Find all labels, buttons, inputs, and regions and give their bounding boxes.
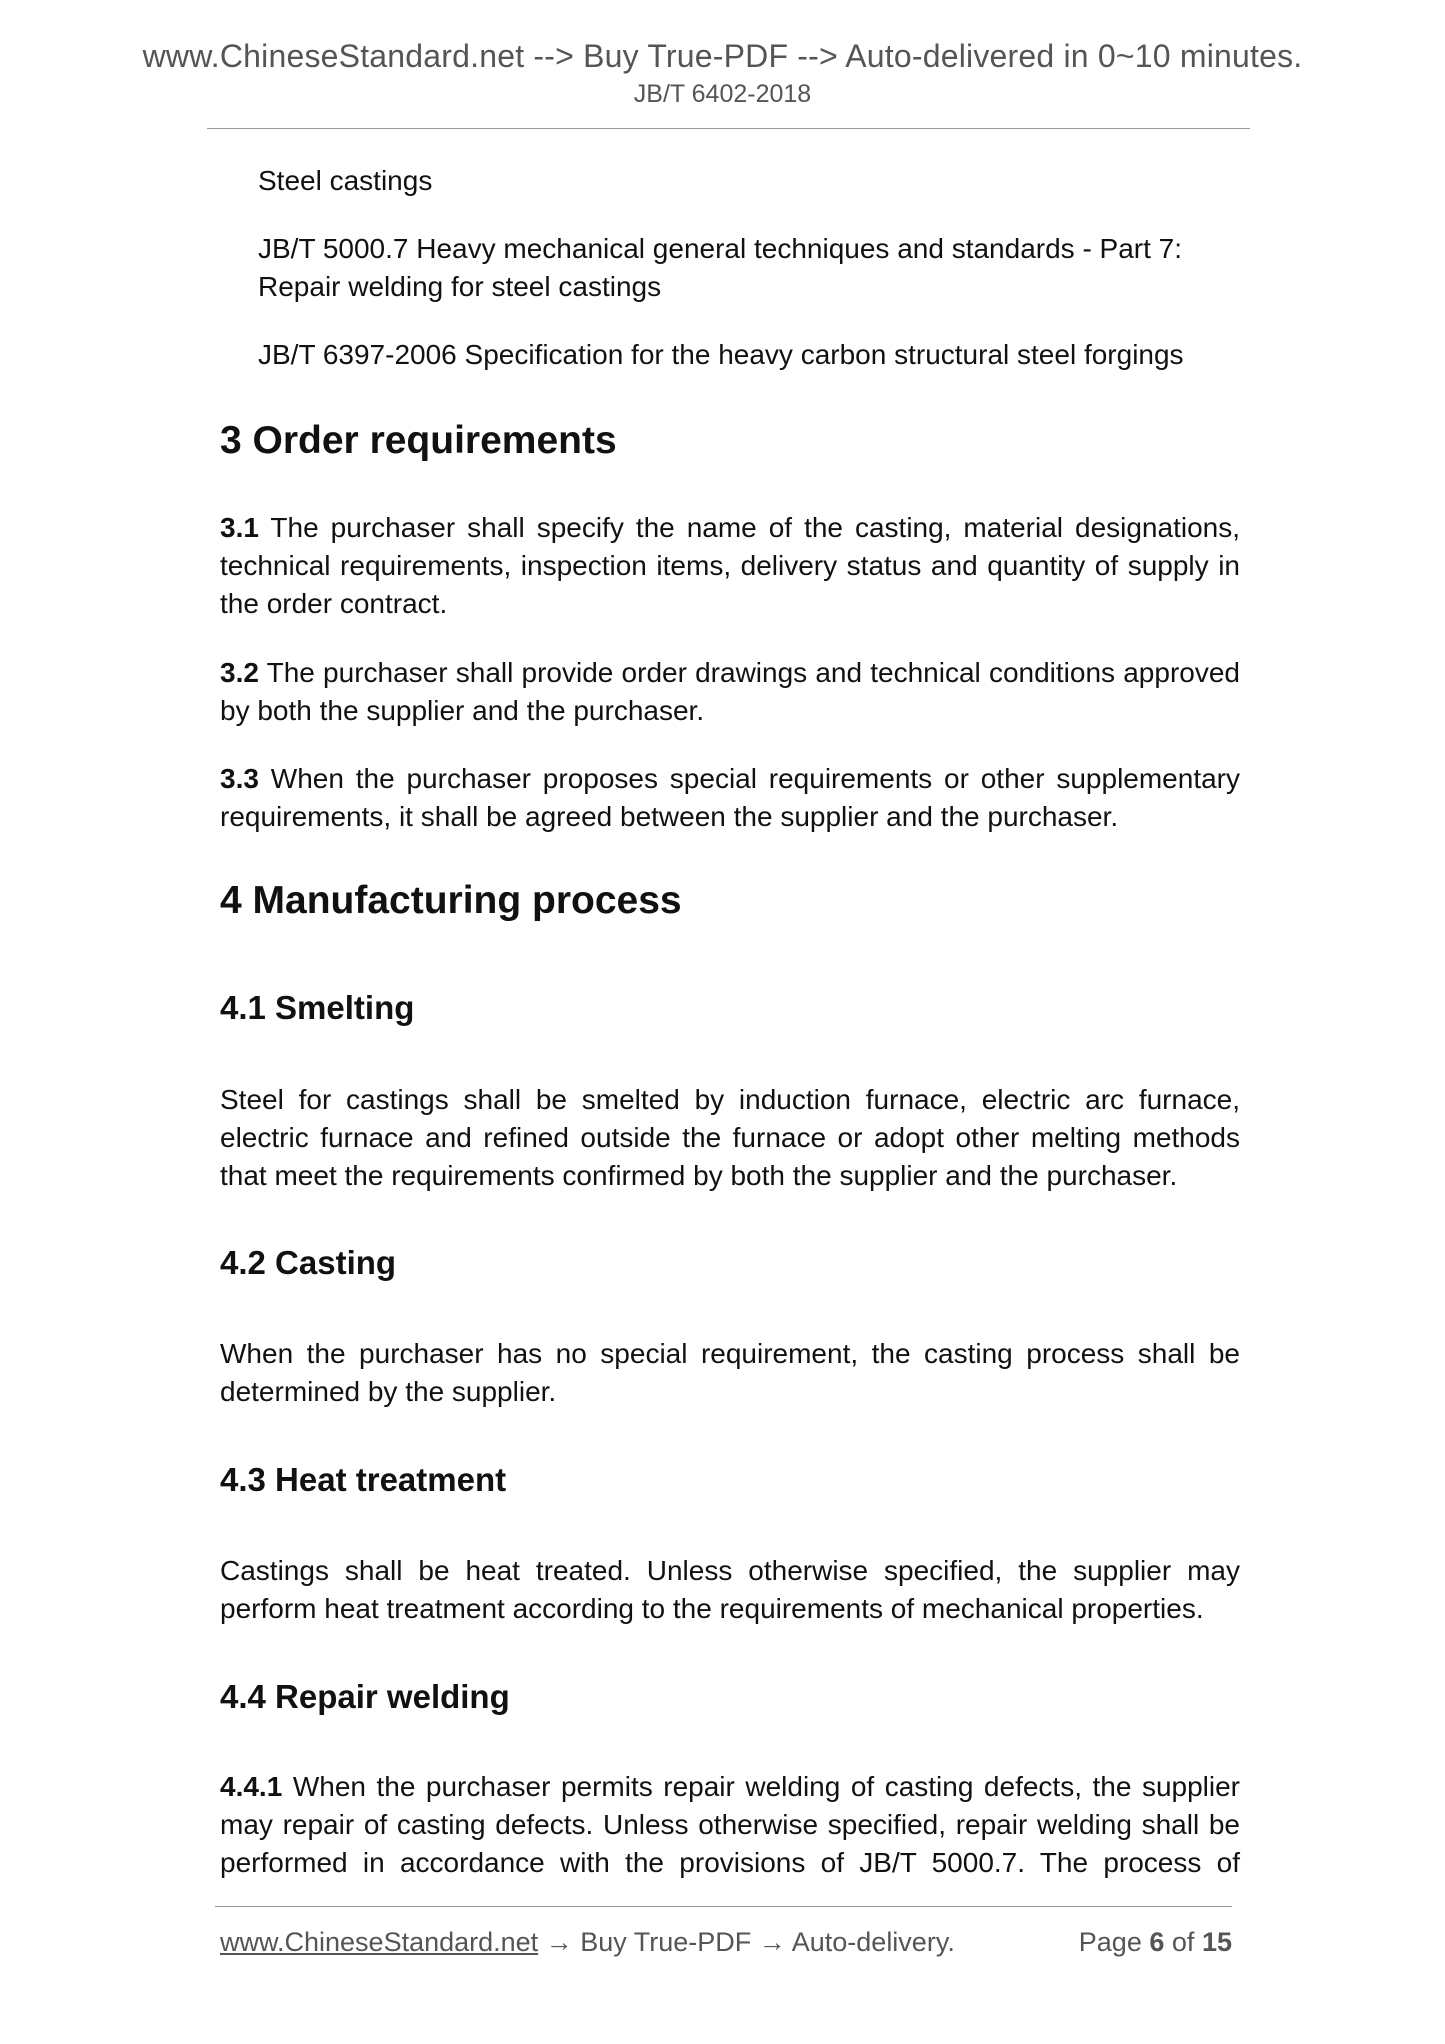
clause-number: 3.1 bbox=[220, 512, 259, 543]
reference-item: Steel castings bbox=[258, 165, 433, 196]
subsection-4-4-heading: 4.4 Repair welding bbox=[220, 1678, 510, 1715]
clause-number: 3.2 bbox=[220, 657, 259, 688]
of-word: of bbox=[1171, 1927, 1195, 1957]
clause-3-1 bbox=[220, 509, 1240, 623]
page-word: Page bbox=[1078, 1927, 1142, 1957]
clause-3-2 bbox=[220, 654, 1240, 730]
clause-text: The purchaser shall provide order drawings and technical conditions approved by both the supplier and the purchaser. bbox=[220, 657, 1240, 726]
subsection-4-2-text: When the purchaser has no special requirement, the casting process shall be determined by the supplier. bbox=[220, 1338, 1240, 1407]
subsection-4-1-heading: 4.1 Smelting bbox=[220, 989, 415, 1026]
section-4-heading: 4 Manufacturing process bbox=[220, 879, 682, 922]
current-page-number: 6 bbox=[1149, 1927, 1165, 1957]
clause-text: When the purchaser proposes special requirements or other supplementary requirements, it shall be agreed between the supplier and the purchaser. bbox=[220, 763, 1241, 832]
subsection-4-3-text: Castings shall be heat treated. Unless otherwise specified, the supplier may perform heat treatment according to the requirements of mechanical properties. bbox=[220, 1555, 1240, 1624]
reference-item: JB/T 5000.7 Heavy mechanical general techniques and standards - Part 7: Repair welding for steel castings bbox=[258, 233, 1183, 302]
header-standard-number: JB/T 6402-2018 bbox=[633, 80, 812, 108]
reference-item: JB/T 6397-2006 Specification for the heavy carbon structural steel forgings bbox=[258, 339, 1184, 370]
subsection-4-1-text: Steel for castings shall be smelted by induction furnace, electric arc furnace, electric furnace and refined outside the furnace or adopt other melting methods that meet the requirements confirmed by both the supplier and the purchaser. bbox=[220, 1084, 1240, 1191]
subsection-4-3-heading: 4.3 Heat treatment bbox=[220, 1461, 507, 1498]
clause-text: When the purchaser permits repair welding of casting defects, the supplier may repair of casting defects. Unless otherwise specified, repair welding shall be performed in accordance with the provisions of JB/T 5000.7. The process of bbox=[220, 1771, 1241, 1878]
header-divider bbox=[207, 128, 1250, 129]
page-footer bbox=[220, 1925, 1232, 1959]
footer-tagline: → Buy True-PDF → Auto-delivery. bbox=[538, 1927, 955, 1957]
footer-divider bbox=[215, 1906, 1232, 1907]
clause-number: 3.3 bbox=[220, 763, 259, 794]
page-indicator bbox=[1079, 1925, 1232, 1959]
subsection-4-2-heading: 4.2 Casting bbox=[220, 1244, 397, 1281]
clause-4-4-1 bbox=[220, 1768, 1240, 1882]
page-header bbox=[0, 36, 1445, 110]
clause-text: The purchaser shall specify the name of the casting, material designations, technical requirements, inspection items, delivery status and quantity of supply in the order contract. bbox=[220, 512, 1241, 619]
footer-website-link[interactable]: www.ChineseStandard.net bbox=[220, 1927, 539, 1957]
clause-number: 4.4.1 bbox=[220, 1771, 283, 1802]
header-banner: www.ChineseStandard.net --> Buy True-PDF --> Auto-delivered in 0~10 minutes. bbox=[142, 38, 1303, 74]
total-pages-number: 15 bbox=[1201, 1927, 1232, 1957]
section-3-heading: 3 Order requirements bbox=[220, 419, 617, 462]
clause-3-3 bbox=[220, 760, 1240, 836]
